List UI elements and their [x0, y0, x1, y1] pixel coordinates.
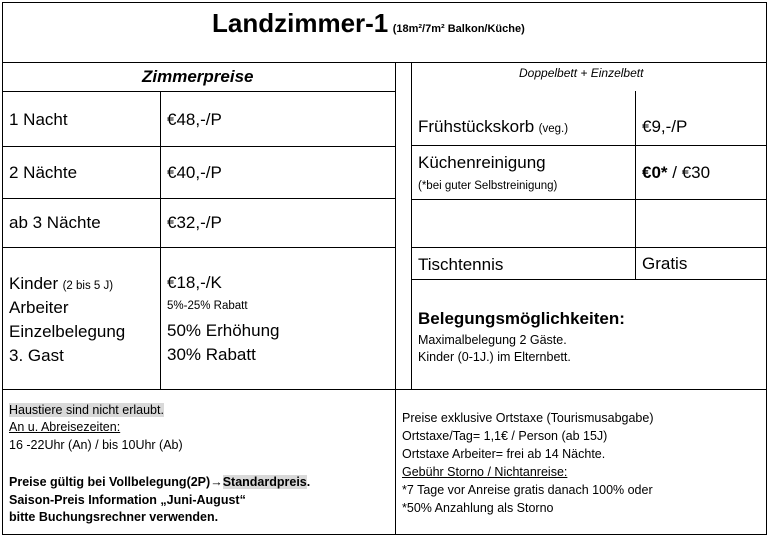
abreise-label: An u. Abreisezeiten:: [9, 420, 121, 434]
arbeiter-value: 5%-25% Rabatt: [167, 300, 248, 312]
belegung-line: Kinder (0-1J.) im Elternbett.: [418, 350, 571, 364]
kinder-age: (2 bis 5 J): [62, 280, 114, 292]
row-price: €40,-/P: [167, 163, 222, 182]
divider: [160, 91, 161, 389]
divider: [2, 146, 395, 147]
zimmerpreise-header: Zimmerpreise: [142, 67, 254, 86]
storno-label: Gebühr Storno / Nichtanreise:: [402, 465, 568, 479]
kuechen-price-rest: / €30: [672, 163, 711, 182]
row-price: €48,-/P: [167, 110, 222, 129]
abreise-value: 16 -22Uhr (An) / bis 10Uhr (Ab): [9, 438, 183, 452]
row-label: 2 Nächte: [9, 163, 78, 182]
storno-line: *7 Tage vor Anreise gratis danach 100% oder: [402, 483, 653, 497]
fruehstueck-price: €9,-/P: [642, 117, 688, 136]
divider: [411, 145, 767, 146]
haustiere-note: Haustiere sind nicht erlaubt.: [9, 403, 164, 417]
tischtennis-price: Gratis: [642, 254, 688, 273]
tischtennis-label: Tischtennis: [418, 255, 504, 274]
divider: [411, 247, 767, 248]
row-price: €32,-/P: [167, 213, 222, 232]
divider: [635, 91, 636, 279]
belegung-line: Maximalbelegung 2 Gäste.: [418, 333, 567, 347]
divider: [2, 62, 767, 63]
fruehstueck-note: (veg.): [538, 123, 569, 135]
kuechen-note: (*bei guter Selbstreinigung): [418, 180, 558, 192]
einzel-label: Einzelbelegung: [9, 322, 126, 341]
row-label: ab 3 Nächte: [9, 213, 101, 232]
bett-header: Doppelbett + Einzelbett: [519, 66, 644, 80]
divider: [411, 62, 412, 389]
page-title: [212, 8, 525, 39]
arrow-icon: →: [210, 475, 223, 489]
divider: [395, 62, 396, 535]
preise-note: [9, 475, 310, 489]
ortstaxe-line: Ortstaxe Arbeiter= frei ab 14 Nächte.: [402, 447, 606, 461]
buchung-note: bitte Buchungsrechner verwenden.: [9, 510, 219, 524]
storno-line: *50% Anzahlung als Storno: [402, 501, 554, 515]
kinder-price: €18,-/K: [167, 273, 222, 292]
preise-standard: Standardpreis: [222, 475, 307, 489]
gast-value: 30% Rabatt: [167, 345, 256, 364]
title-sub: (18m²/7m² Balkon/Küche): [392, 23, 525, 35]
gast-label: 3. Gast: [9, 346, 64, 365]
divider: [2, 247, 395, 248]
kuechen-label: Küchenreinigung: [418, 153, 546, 172]
fruehstueck-text: Frühstückskorb: [418, 117, 535, 136]
title-main: Landzimmer-1: [212, 8, 389, 38]
divider: [2, 91, 395, 92]
fruehstueck-label: [418, 117, 568, 137]
divider: [2, 198, 395, 199]
divider: [411, 279, 767, 280]
ortstaxe-line: Ortstaxe/Tag= 1,1€ / Person (ab 15J): [402, 429, 608, 443]
belegung-title: Belegungsmöglichkeiten:: [418, 309, 625, 328]
row-label: 1 Nacht: [9, 110, 68, 129]
arbeiter-label: Arbeiter: [9, 298, 69, 317]
preise-dot: .: [306, 475, 311, 489]
einzel-value: 50% Erhöhung: [167, 321, 280, 340]
saison-note: Saison-Preis Information „Juni-August“: [9, 493, 246, 507]
kuechen-price-bold: €0*: [642, 163, 668, 182]
kinder-label: [9, 274, 113, 294]
preise-prefix: Preise gültig bei Vollbelegung(2P): [9, 475, 211, 489]
divider: [411, 199, 767, 200]
divider: [2, 389, 767, 390]
ortstaxe-line: Preise exklusive Ortstaxe (Tourismusabgabe): [402, 411, 654, 425]
kinder-text: Kinder: [9, 274, 59, 293]
kuechen-price: [642, 163, 710, 183]
